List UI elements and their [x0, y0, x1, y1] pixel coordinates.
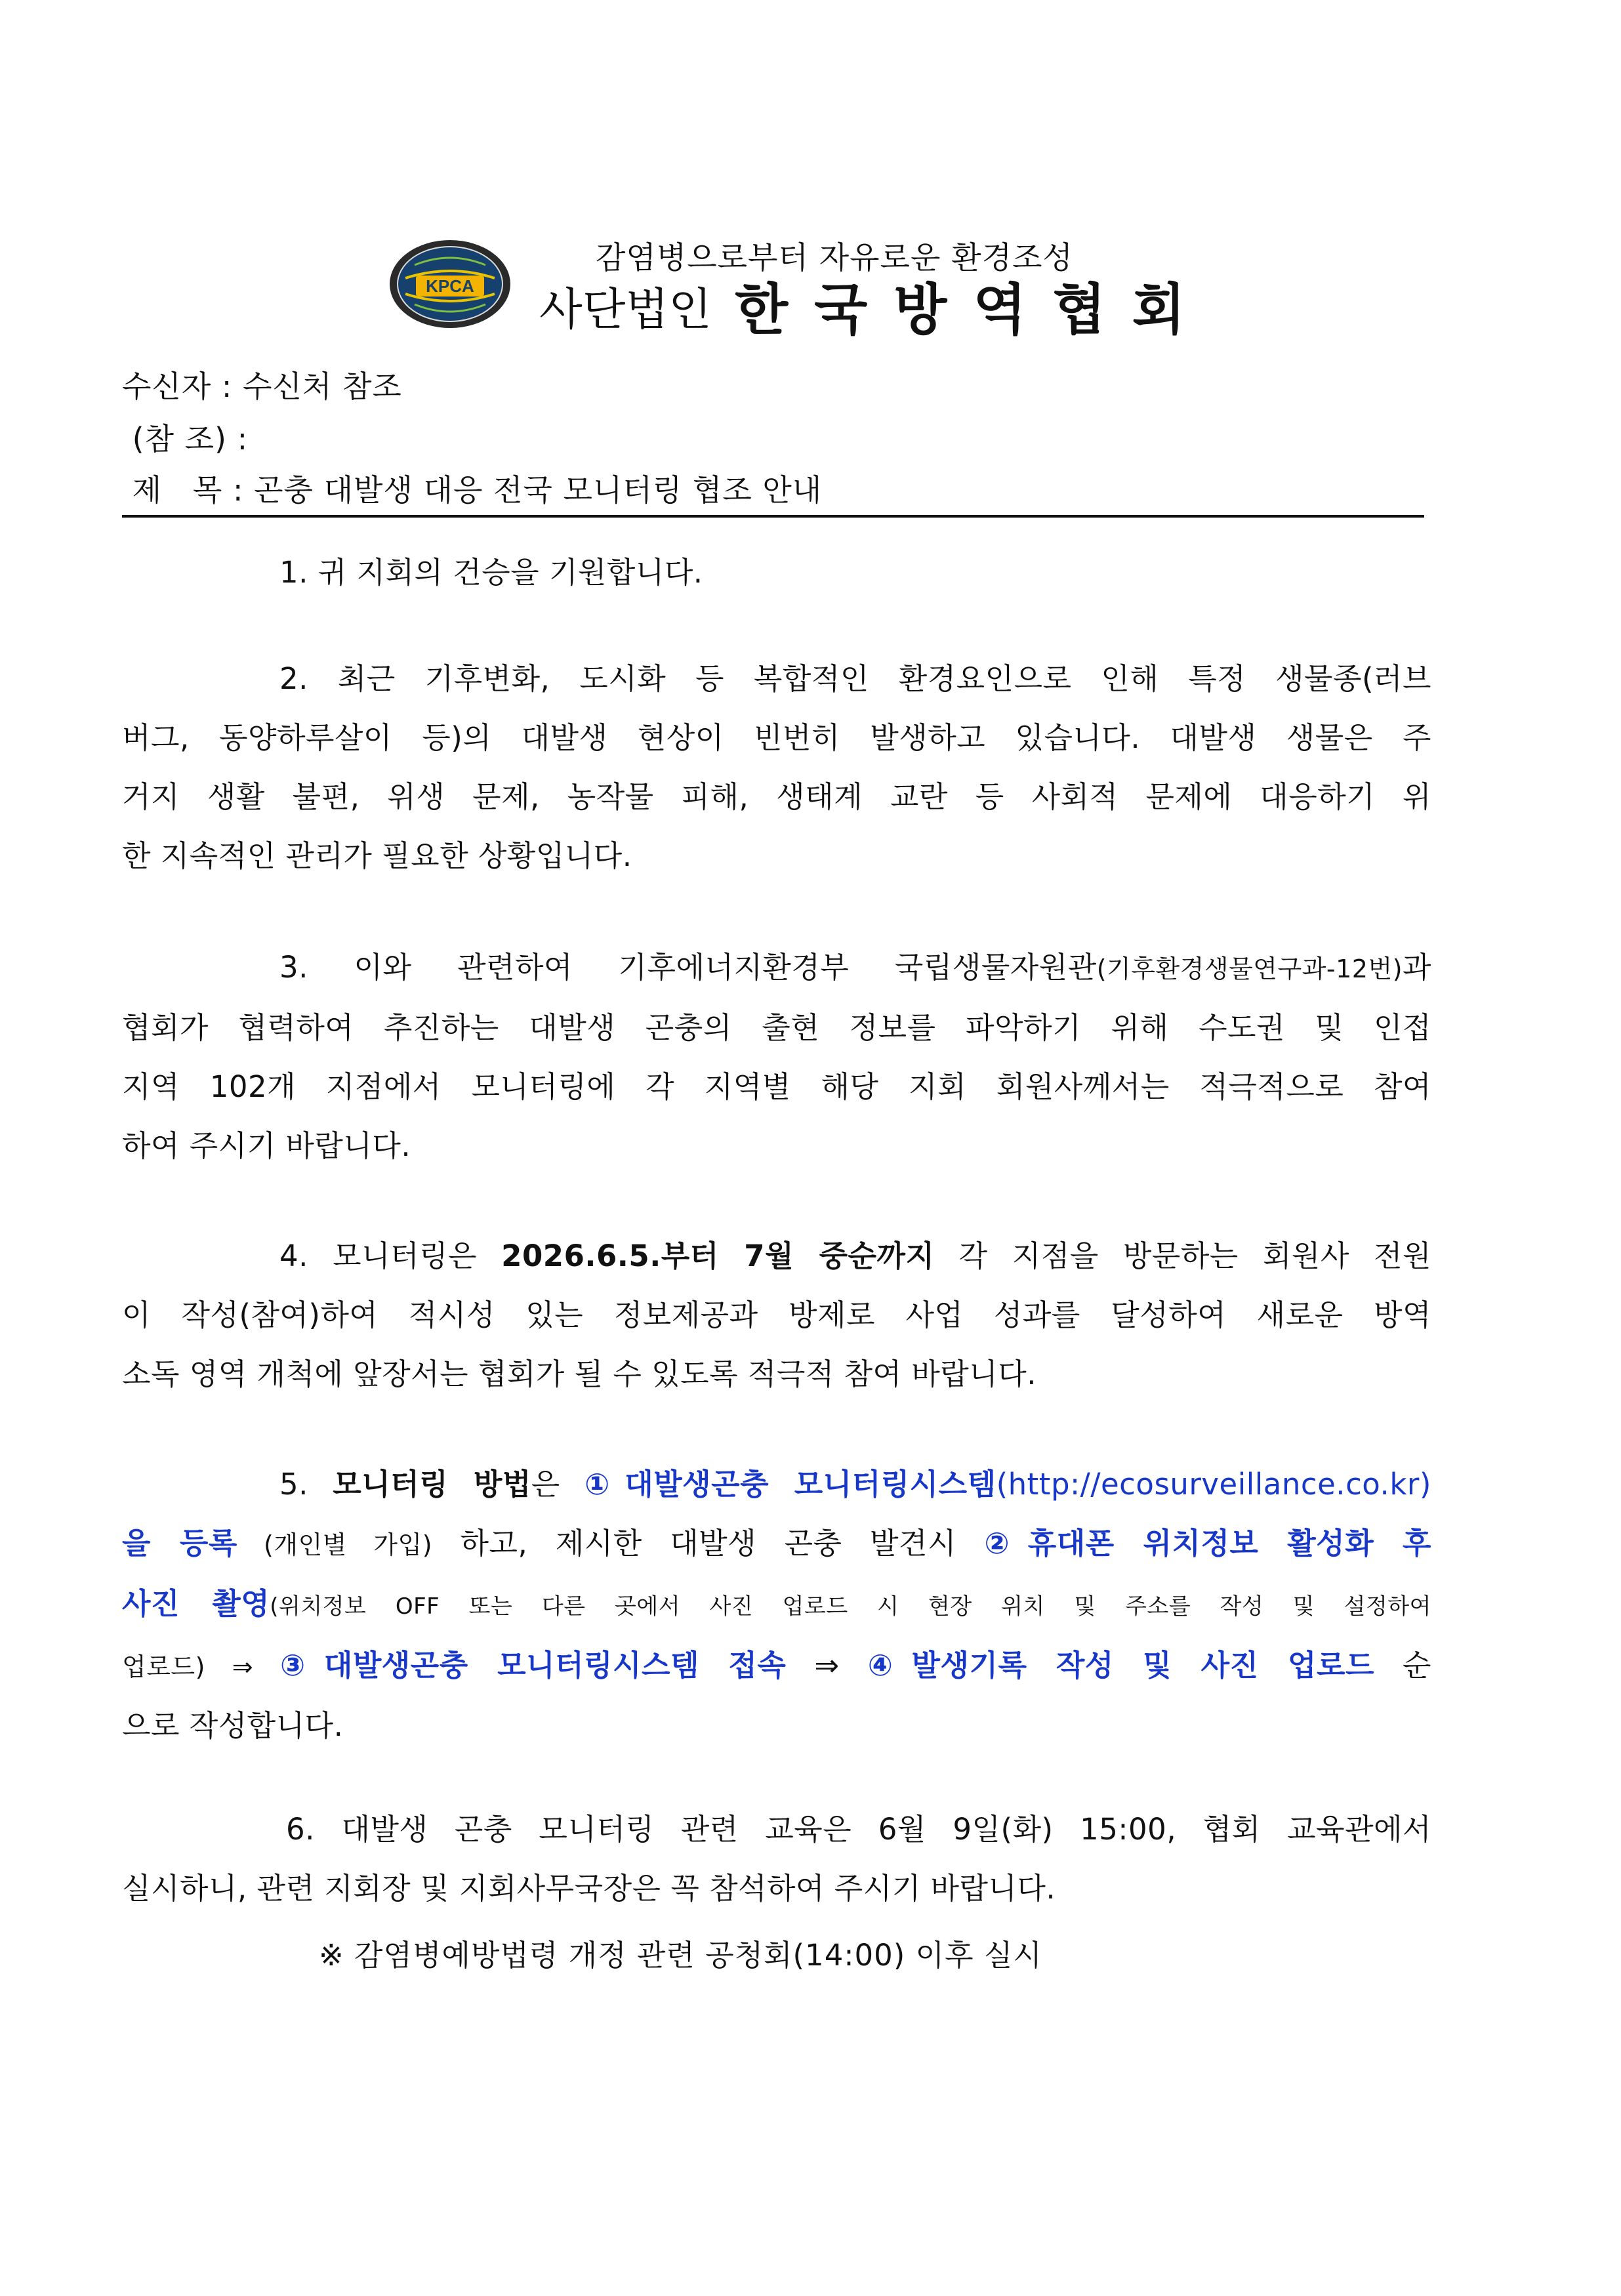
- monitoring-period: 2026.6.5.부터 7월 중순까지: [501, 1239, 935, 1273]
- p3-dept-reference: (기후환경생물연구과-12번): [1096, 954, 1403, 983]
- paragraph-3: [122, 938, 1431, 1176]
- step-2-enable-location: ②휴대폰 위치정보 활성화 후: [984, 1526, 1432, 1561]
- p5-line-2-mid: 하고, 제시한 대발생 곤충 발견시: [432, 1526, 985, 1561]
- step-1-register-system: ①대발생곤충 모니터링시스템: [585, 1467, 996, 1502]
- paragraph-2-line-3: 거지 생활 불편, 위생 문제, 농작물 피해, 생태계 교란 등 사회적 문제에 대응하기 위: [122, 779, 1431, 814]
- step-4-write-record: ④발생기록 작성 및 사진 업로드: [867, 1648, 1374, 1683]
- paragraph-6-line-2: 실시하니, 관련 지회장 및 지회사무국장은 꼭 참석하여 주시기 바랍니다.: [122, 1871, 1056, 1906]
- paragraph-6: [122, 1800, 1431, 1918]
- org-name: 한국방역협회: [735, 277, 1212, 342]
- paragraph-3-line-4: 하여 주시기 바랍니다.: [122, 1128, 411, 1163]
- paragraph-5: [122, 1455, 1431, 1755]
- paragraph-5-line-2: [122, 1514, 1431, 1574]
- paragraph-3-line-2: 협회가 협력하여 추진하는 대발생 곤충의 출현 정보를 파악하기 위해 수도권 및 인접: [122, 1010, 1431, 1045]
- step-3-access-system: ③대발생곤충 모니터링시스템 접속: [280, 1648, 787, 1683]
- hearing-note: ※ 감염병예방법령 개정 관련 공청회(14:00) 이후 실시: [319, 1938, 1042, 1973]
- arrow-separator: ⇒: [786, 1648, 868, 1683]
- paragraph-3-line-1: [122, 938, 1431, 998]
- header-divider: [122, 515, 1424, 518]
- p5-line-4-end: 순: [1374, 1648, 1431, 1683]
- p3-line-1-end: 과: [1403, 950, 1431, 985]
- p4-line-1-end: 각 지점을 방문하는 회원사 전원: [934, 1239, 1431, 1273]
- paragraph-6-line-1: 6. 대발생 곤충 모니터링 관련 교육은 6월 9일(화) 15:00, 협회 교육관에서: [286, 1812, 1431, 1847]
- subject-line: 제 목 : 곤충 대발생 대응 전국 모니터링 협조 안내: [122, 472, 823, 508]
- paragraph-4-line-3: 소독 영역 개척에 앞장서는 협회가 될 수 있도록 적극적 참여 바랍니다.: [122, 1357, 1037, 1391]
- kpca-logo: [388, 239, 512, 329]
- step-2-take-photo: 사진 촬영: [122, 1586, 270, 1621]
- p5-particle: 은: [531, 1467, 585, 1502]
- paragraph-2-line-1: 2. 최근 기후변화, 도시화 등 복합적인 환경요인으로 인해 특정 생물종(러브: [279, 661, 1431, 696]
- org-slogan: 감염병으로부터 자유로운 환경조성: [596, 240, 1073, 276]
- logo-text: KPCA: [426, 276, 474, 296]
- paragraph-2-line-2: 버그, 동양하루살이 등)의 대발생 현상이 빈번히 발생하고 있습니다. 대발생 생물은 주: [122, 720, 1431, 755]
- paragraph-4: [122, 1227, 1431, 1404]
- p4-line-1-start: 4. 모니터링은: [279, 1239, 502, 1273]
- individual-signup-note: (개인별 가입): [237, 1530, 433, 1559]
- step-1-register-suffix: 을 등록: [122, 1526, 237, 1561]
- paragraph-5-line-4: [122, 1636, 1431, 1696]
- paragraph-5-line-5: 으로 작성합니다.: [122, 1708, 344, 1743]
- paragraph-2-line-4: 한 지속적인 관리가 필요한 상황입니다.: [122, 838, 632, 873]
- monitoring-method-heading: 모니터링 방법: [333, 1467, 531, 1502]
- recipient-line: 수신자 : 수신처 참조: [122, 369, 402, 404]
- location-off-note: (위치정보 OFF 또는 다른 곳에서 사진 업로드 시 현장 위치 및 주소를 작성 및 설정하여: [270, 1593, 1432, 1620]
- kpca-emblem-icon: [388, 239, 512, 329]
- ecosurveillance-url: (http://ecosurveillance.co.kr): [996, 1467, 1431, 1502]
- p5-number: 5.: [279, 1467, 333, 1502]
- paragraph-3-line-3: 지역 102개 지점에서 모니터링에 각 지역별 해당 지회 회원사께서는 적극적으로 참여: [122, 1069, 1431, 1104]
- paragraph-4-line-1: [122, 1227, 1431, 1286]
- upload-note-end: 업로드) ⇒: [122, 1652, 280, 1681]
- paragraph-2: [122, 649, 1431, 886]
- paragraph-5-line-1: [122, 1455, 1431, 1514]
- p3-line-1-main: 3. 이와 관련하여 기후에너지환경부 국립생물자원관: [279, 950, 1097, 985]
- paragraph-4-line-2: 이 작성(참여)하여 적시성 있는 정보제공과 방제로 사업 성과를 달성하여 새로운 방역: [122, 1298, 1431, 1332]
- paragraph-1: [122, 543, 1431, 602]
- paragraph-5-line-3: [122, 1574, 1431, 1636]
- paragraph-1-text: 1. 귀 지회의 건승을 기원합니다.: [279, 555, 703, 590]
- reference-line: (참 조) :: [122, 421, 249, 457]
- org-type: 사단법인: [539, 284, 712, 336]
